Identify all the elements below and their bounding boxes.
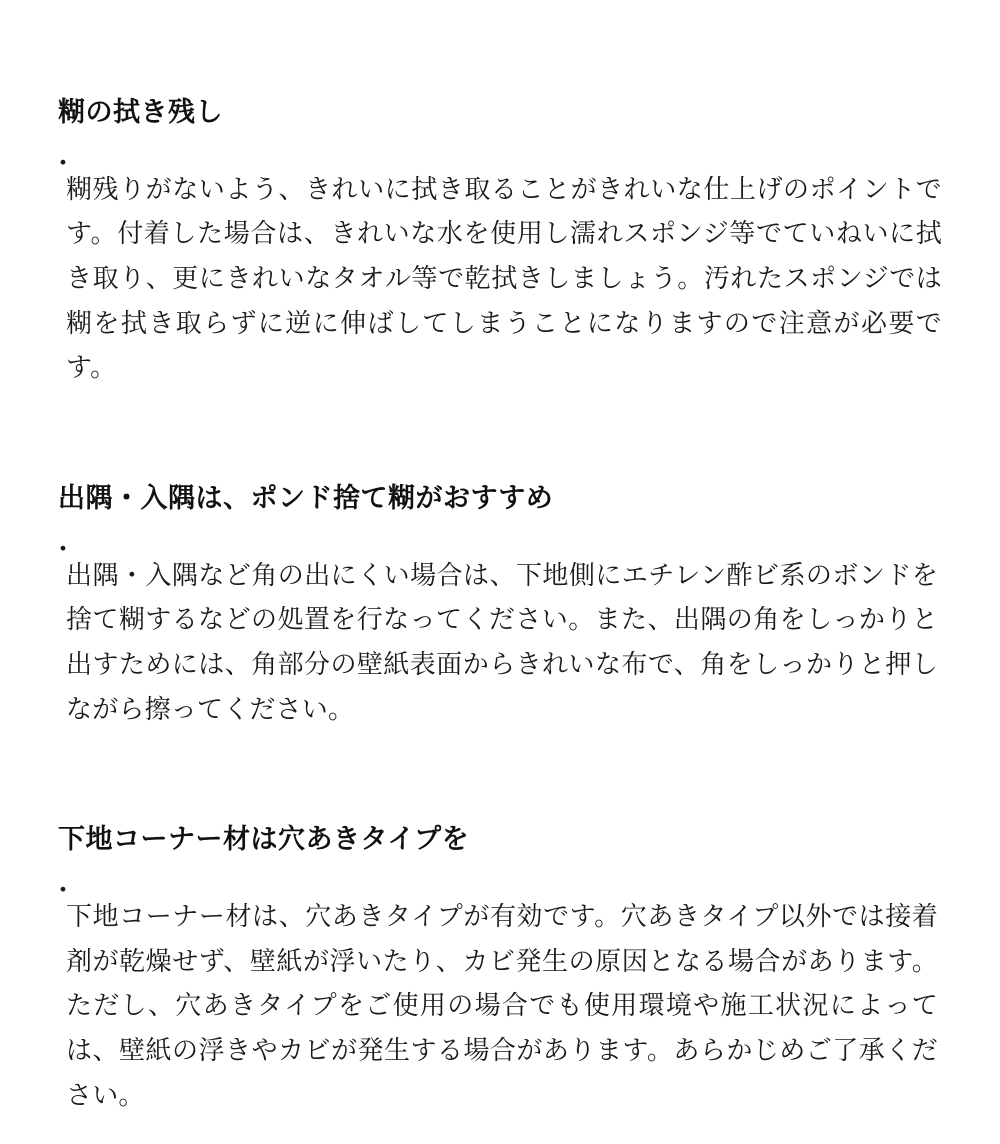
section-corner-material	[50, 819, 942, 1143]
section-body-text: 下地コーナー材は、穴あきタイプが有効です。穴あきタイプ以外では接着剤が乾燥せず、壁紙が浮いたり、カビ発生の原因となる場合があります。ただし、穴あきタイプをご使用の場合でも使用環境や施工状況によっては、壁紙の浮きやカビが発生する場合があります。あらかじめご了承ください。	[66, 900, 938, 1110]
bullet-marker-icon: ・	[50, 147, 77, 178]
bullet-item	[50, 527, 942, 758]
section-glue-wipe	[50, 92, 942, 416]
bullet-marker-icon: ・	[50, 874, 77, 905]
section-heading: 糊の拭き残し	[58, 97, 223, 127]
section-body-text: 出隅・入隅など角の出にくい場合は、下地側にエチレン酢ビ系のボンドを捨て糊するなどの処置を行なってください。また、出隅の角をしっかりと出すためには、角部分の壁紙表面からきれいな布で、角をしっかりと押しながら擦ってください。	[66, 559, 938, 724]
section-corner-bond	[50, 478, 942, 757]
bullet-item	[50, 868, 942, 1144]
section-heading: 下地コーナー材は穴あきタイプを	[58, 824, 470, 855]
bullet-item	[50, 141, 942, 417]
bullet-marker-icon: ・	[50, 533, 77, 564]
section-body-text: 糊残りがないよう、きれいに拭き取ることがきれいな仕上げのポイントです。付着した場合は、きれいな水を使用し濡れスポンジ等でていねいに拭き取り、更にきれいなタオル等で乾拭きしましょう。汚れたスポンジでは糊を拭き取らずに逆に伸ばしてしまうことになりますので注意が必要です。	[66, 173, 942, 383]
section-heading: 出隅・入隅は、ポンド捨て糊がおすすめ	[58, 483, 554, 514]
